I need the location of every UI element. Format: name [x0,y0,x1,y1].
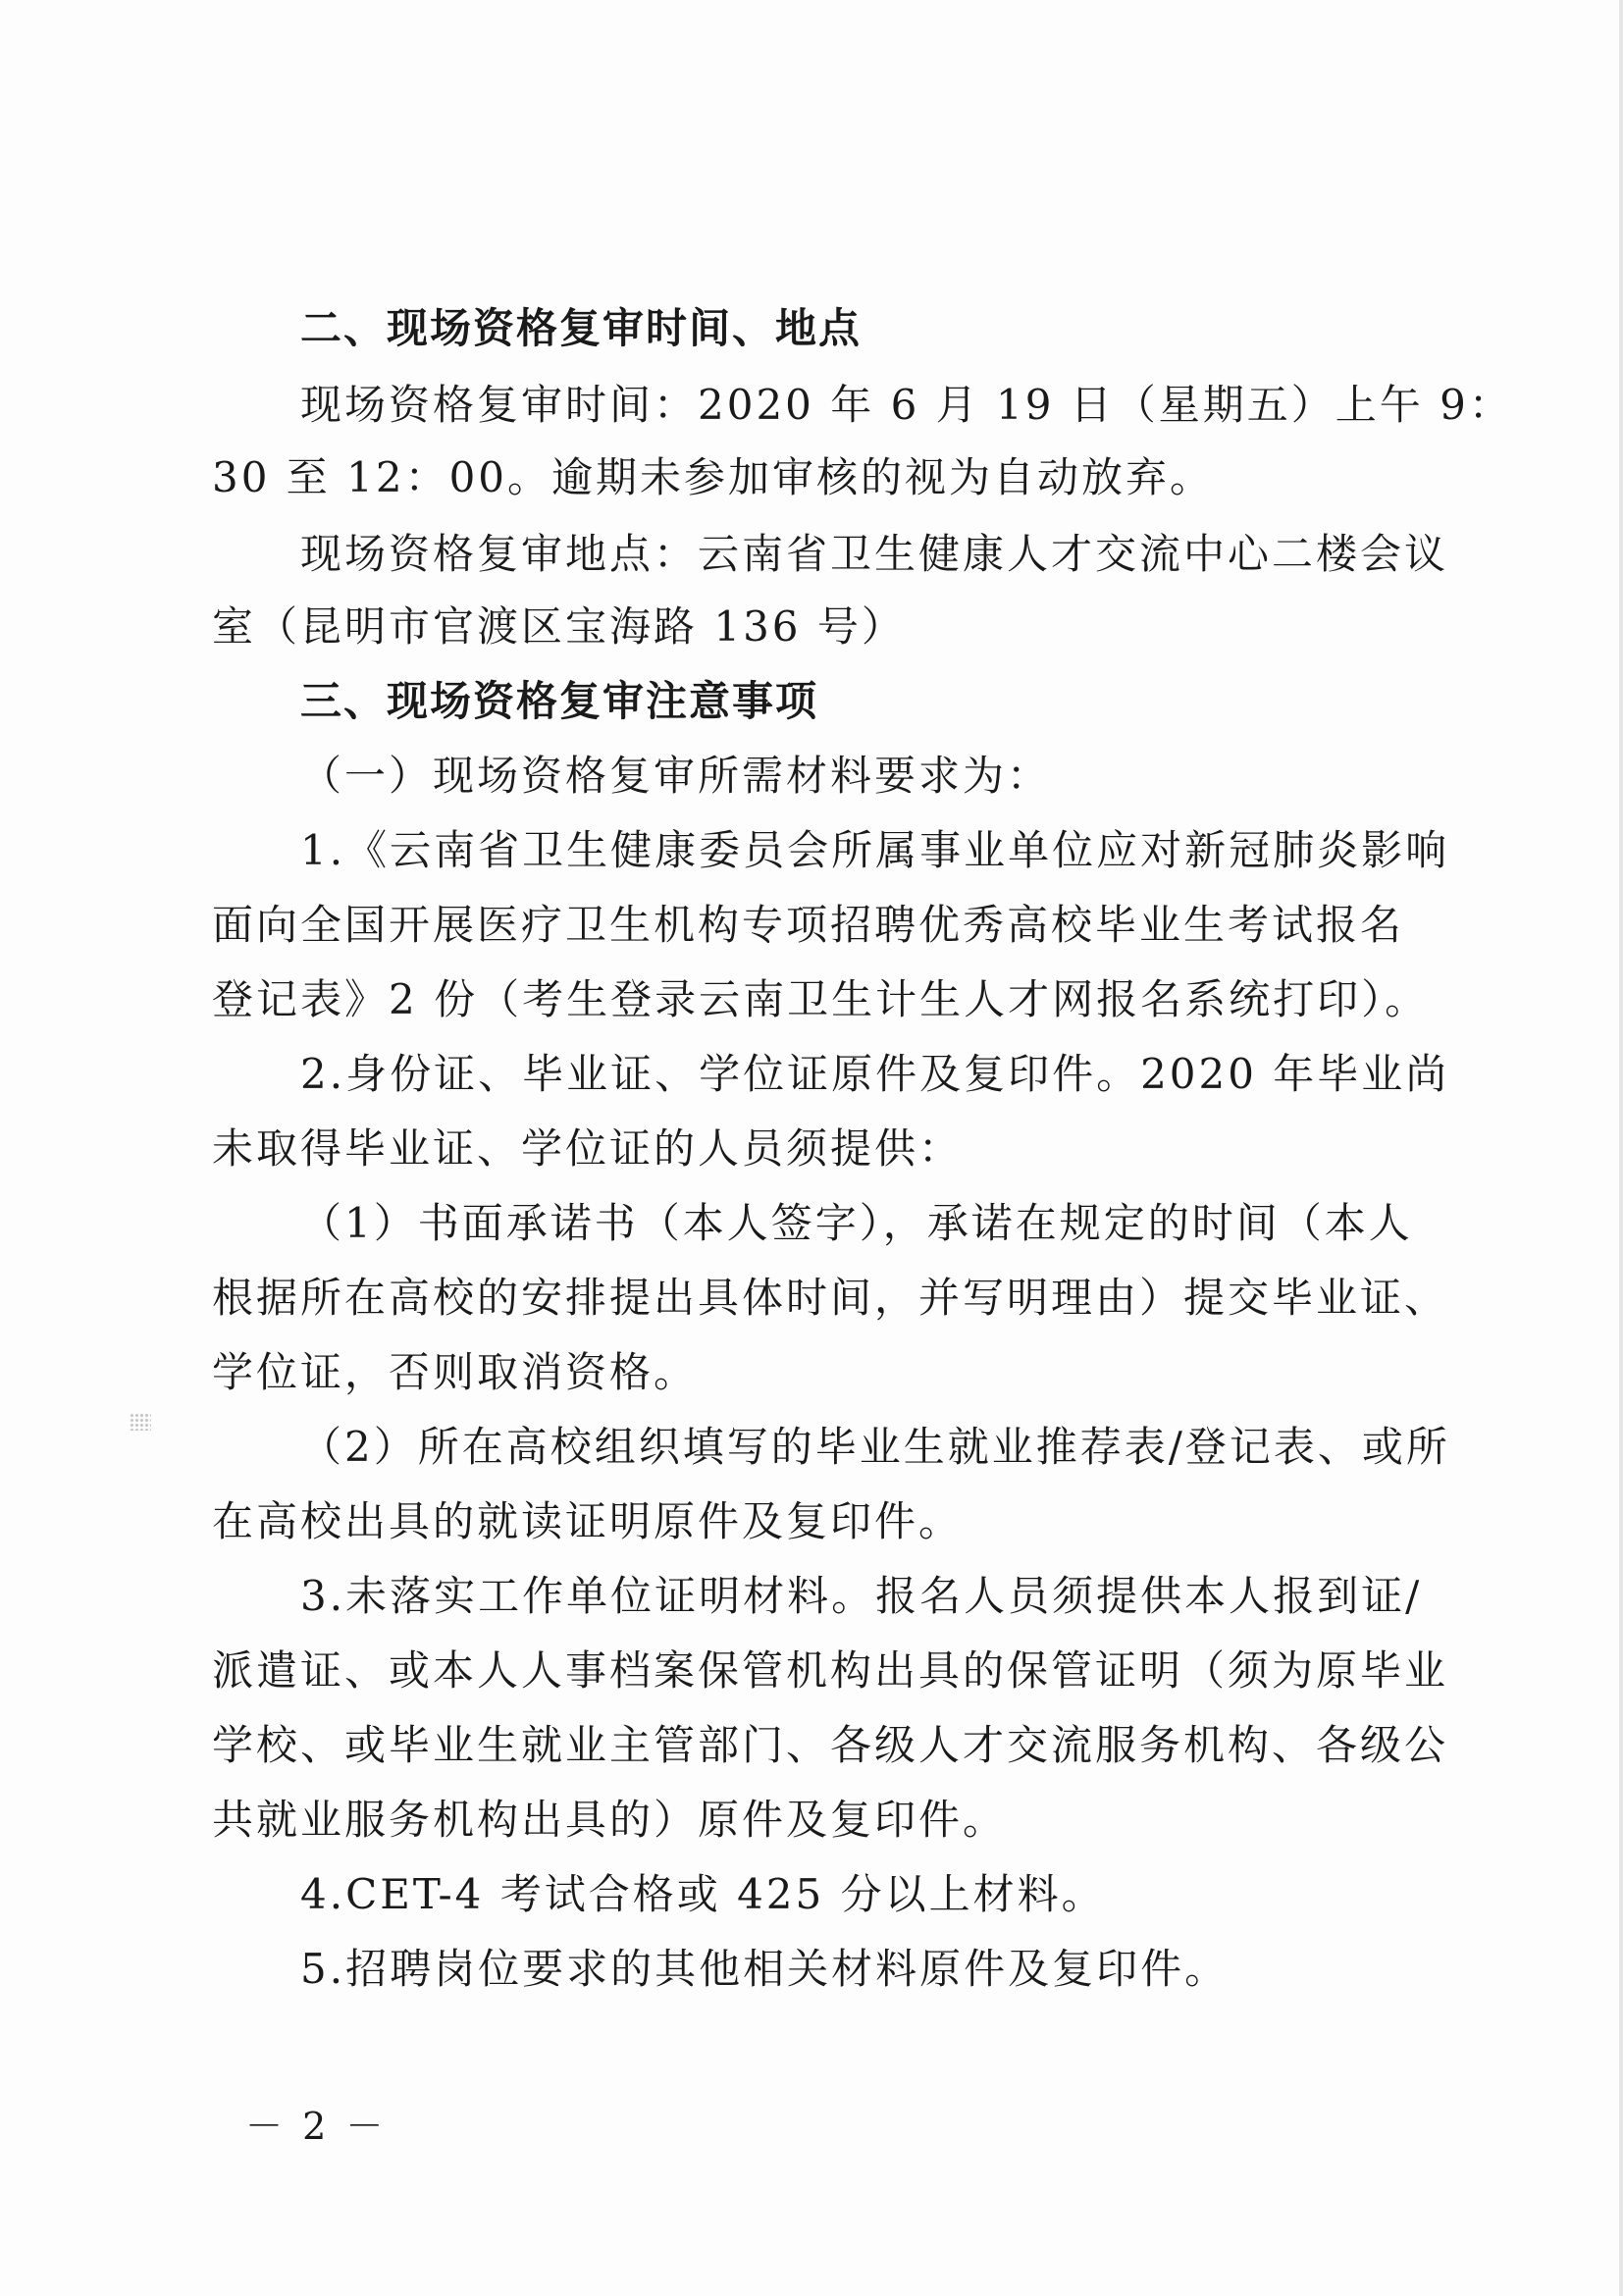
item2b-line-1: （2）所在高校组织填写的毕业生就业推荐表/登记表、或所 [300,1423,1450,1471]
sub1-heading: （一）现场资格复审所需材料要求为： [300,752,1052,800]
section3-heading: 三、现场资格复审注意事项 [300,677,819,725]
item3-line-4: 共就业服务机构出具的）原件及复印件。 [212,1796,1008,1844]
item2a-line-3: 学位证，否则取消资格。 [212,1348,699,1396]
scan-edge [1619,0,1623,2296]
page-number: － 2 － [245,2105,388,2148]
item3-line-2: 派遣证、或本人人事档案保管机构出具的保管证明（须为原毕业 [212,1646,1449,1695]
item2-line-2: 未取得毕业证、学位证的人员须提供： [212,1124,964,1173]
item2b-line-2: 在高校出具的就读证明原件及复印件。 [212,1497,964,1545]
place-line-1: 现场资格复审地点：云南省卫生健康人才交流中心二楼会议 [300,530,1449,578]
item1-line-1: 1.《云南省卫生健康委员会所属事业单位应对新冠肺炎影响 [300,826,1450,874]
item1-line-3: 登记表》2 份（考生登录云南卫生计生人才网报名系统打印）。 [212,975,1430,1023]
item3-line-3: 学校、或毕业生就业主管部门、各级人才交流服务机构、各级公 [212,1721,1449,1769]
place-line-2: 室（昆明市官渡区宝海路 136 号） [212,602,906,651]
time-line-1: 现场资格复审时间：2020 年 6 月 19 日（星期五）上午 9： [300,381,1513,429]
item1-line-2: 面向全国开展医疗卫生机构专项招聘优秀高校毕业生考试报名 [212,901,1405,949]
item4-line-1: 4.CET-4 考试合格或 425 分以上材料。 [300,1870,1106,1918]
item5-line-1: 5.招聘岗位要求的其他相关材料原件及复印件。 [300,1945,1230,1993]
item2a-line-2: 根据所在高校的安排提出具体时间，并写明理由）提交毕业证、 [212,1274,1449,1322]
time-line-2: 30 至 12：00。逾期未参加审核的视为自动放弃。 [212,453,1215,501]
section2-heading: 二、现场资格复审时间、地点 [300,304,863,352]
item2a-line-1: （1）书面承诺书（本人签字），承诺在规定的时间（本人 [300,1199,1413,1247]
item3-line-1: 3.未落实工作单位证明材料。报名人员须提供本人报到证/ [300,1572,1423,1620]
scan-speck [130,1413,151,1431]
item2-line-1: 2.身份证、毕业证、学位证原件及复印件。2020 年毕业尚 [300,1050,1450,1098]
